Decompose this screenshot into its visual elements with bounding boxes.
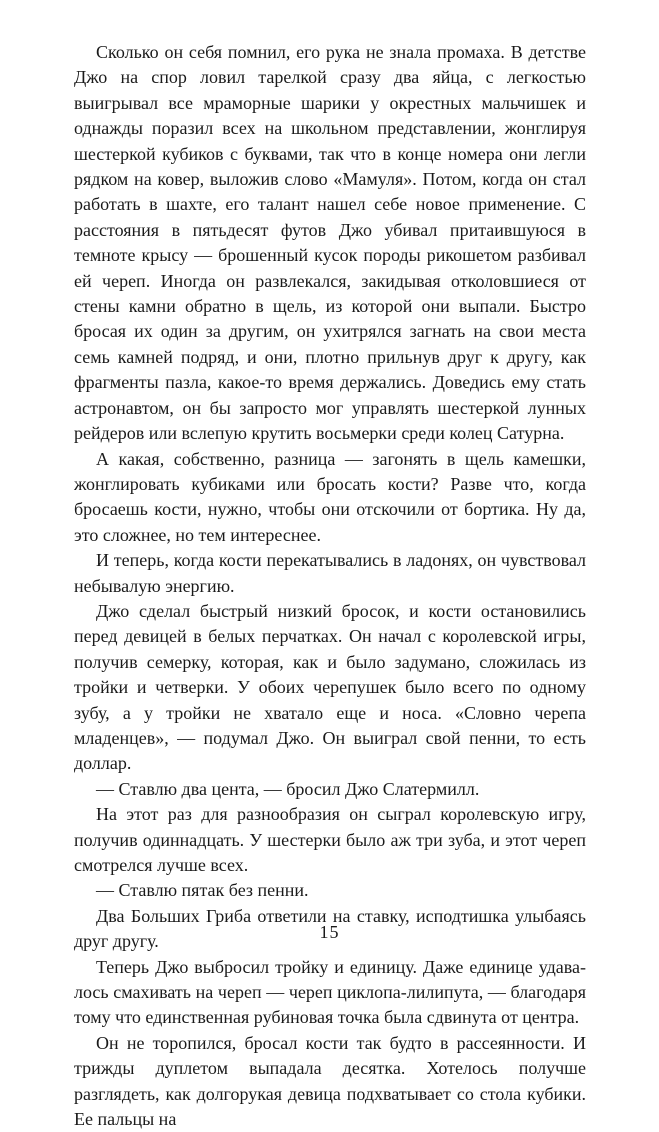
paragraph: Два Больших Гриба ответили на ставку, исподтишка улыбаясь друг другу. — [74, 905, 586, 952]
paragraph: Джо сделал быстрый низкий бросок, и кости остановились перед девицей в белых перчатках. Он начал с королевской игры, получив семерку, которая, как и было задумано, сложилась из тройки и четверки. У обоих черепушек было всего по одному зубу, а у тройки не хватало еще и носа. «Словно черепа младенцев», — подумал Джо. Он выиграл свой пенни, то есть доллар. — [74, 600, 586, 774]
paragraph: — Ставлю два цента, — бросил Джо Слатермилл. — [96, 778, 480, 799]
paragraph: И теперь, когда кости перекатывались в ладонях, он чувствовал небывалую энергию. — [74, 550, 586, 596]
paragraph: А какая, собственно, разница — загонять в щель камешки, жонглировать кубиками или бросать кости? Разве что, когда бросаешь кости, нужно, чтобы они отскочили от бортика. Ну да, это сложнее, но тем интереснее. — [74, 448, 586, 545]
paragraph: — Ставлю пятак без пенни. — [96, 880, 309, 901]
page-number: 15 — [319, 922, 340, 942]
paragraph: Сколько он себя помнил, его рука не знала промаха. В детстве Джо на спор ловил тарелкой сразу два яйца, с легкостью выигрывал все мраморные шарики у окрестных мальчишек и однажды поразил всех на школьном представлении, жонглируя шестеркой кубиков с буквами, так что в конце номера они легли рядком на ковер, выложив слово «Мамуля». Потом, когда он стал работать в шахте, его талант нашел себе новое применение. С расстояния в пятьдесят футов Джо убивал притаившуюся в темноте крысу — брошенный кусок породы рикошетом разбивал ей череп. Иногда он развлекался, закидывая отколовшиеся от стены камни обратно в щель, из которой они выпали. Быстро бросая их один за другим, он ухитрялся загнать на свои места семь камней подряд, и они, плотно прильнув друг к другу, как фрагменты пазла, какое-то время держались. Доведись ему стать астронавтом, он бы запросто мог управлять шестеркой лунных рейдеров или вслепую крутить восьмерки среди колец Сатурна. — [74, 42, 586, 444]
page-text — [74, 40, 586, 1132]
paragraph: Теперь Джо выбросил тройку и единицу. Даже единице удавалось смахивать на череп — череп циклопа-лилипута, — благодаря тому что единственная рубиновая точка была сдвинута от центра. — [74, 956, 586, 1028]
paragraph: Он не торопился, бросал кости так будто в рассеянности. И трижды дуплетом выпадала десятка. Хотелось получше разглядеть, как долгорукая девица подхватывает со стола кубики. Ее пальцы на — [74, 1032, 586, 1130]
paragraph: На этот раз для разнообразия он сыграл королевскую игру, получив одиннадцать. У шестерки было аж три зуба, и этот череп смотрелся лучше всех. — [74, 804, 586, 875]
